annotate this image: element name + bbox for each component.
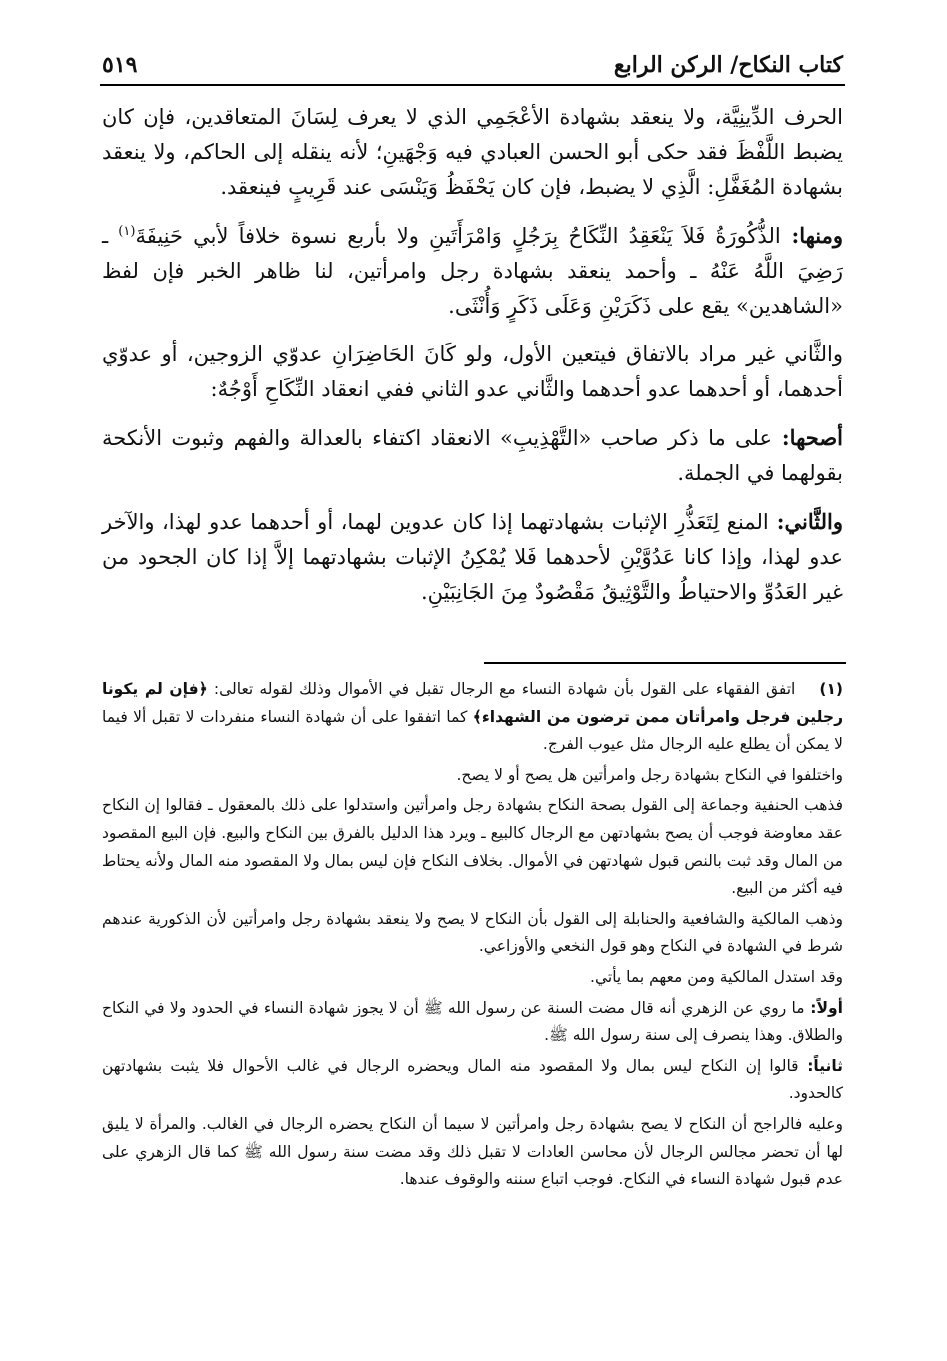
footnote-text: وذهب المالكية والشافعية والحنابلة إلى القول بأن النكاح لا يصح ولا ينعقد بشهادة رجل وامرأتين لأن الذكورية عندهم شرط في الشهادة في النكاح وهو قول النخعي والأوزاعي. [102, 909, 843, 956]
footnote-lead: أولاً: [804, 998, 843, 1017]
footnote-text: وقد استدل المالكية ومن معهم بما يأتي. [590, 967, 843, 986]
footnote-reference[interactable]: (١) [118, 224, 136, 239]
footnote-text: اتفق الفقهاء على القول بأن شهادة النساء مع الرجال تقبل في الأموال وذلك لقوله تعالى: [207, 680, 796, 698]
paragraph-text: المنع لِتَعَذُّرِ الإثبات بشهادتهما إذا كان عدوين لهما، أو أحدهما عدو لهذا، والآخر عدو لهذا، وإذا كانا عَدُوَّيْنِ لأحدهما فَلا يُمْكِنُ الإثبات بشهادتهما إلاَّ إذا كان الجحود من غير العَدُوِّ والاحتياطُ والتَّوْثِيقُ مَقْصُودٌ مِنَ الجَانِبَيْنِ. [102, 510, 843, 604]
paragraph-lead: ومنها: [780, 223, 844, 248]
footnote-block [102, 964, 843, 992]
paragraph [102, 337, 843, 407]
page-number: ٥١٩ [102, 52, 138, 78]
paragraph-lead: والثَّاني: [768, 509, 843, 534]
header-rule [100, 84, 845, 86]
footnote-marker: (١) [819, 680, 843, 698]
paragraph-text: ـ رَضِيَ اللَّهُ عَنْهُ ـ وأحمد ينعقد بشهادة رجل وامرأتين، لنا ظاهر الخبر فإن لفظ «الشاهدين» يقع على ذَكَرَيْنِ وَعَلَى ذَكَرٍ وَأُنْثَى. [102, 224, 843, 318]
page-header [102, 46, 843, 86]
paragraph [102, 504, 843, 610]
footnote-block [102, 1111, 843, 1194]
footnote-separator [484, 662, 846, 664]
footnotes [102, 676, 843, 1197]
paragraph [102, 218, 843, 324]
paragraph-text: والثَّاني غير مراد بالاتفاق فيتعين الأول، ولو كَانَ الحَاضِرَانِ عدوّي الزوجين، أو عدوّي أحدهما، أو أحدهما عدو أحدهما والثَّاني عدو الثاني ففي انعقاد النِّكَاحِ أَوْجُهٌ: [102, 342, 843, 401]
paragraph [102, 420, 843, 491]
footnote-block [102, 676, 843, 759]
footnote-block [102, 792, 843, 902]
main-text [102, 100, 843, 623]
running-title: كتاب النكاح/ الركن الرابع [613, 52, 843, 78]
footnote-text: كما اتفقوا على أن شهادة النساء منفردات لا تقبل ألا فيما لا يمكن أن يطلع عليه الرجال مثل عيوب الفرج. [102, 707, 843, 754]
paragraph [102, 100, 843, 205]
footnote-block [102, 1053, 843, 1108]
footnote-text: وعليه فالراجح أن النكاح لا يصح بشهادة رجل وامرأتين لا سيما أن النكاح يحضره الرجال في الغالب. والمرأة لا يليق لها أن تحضر مجالس الرجال لأن محاسن العادات لا تقبل ذلك وقد مضت سنة رسول الله ﷺ كما قال الزهري على عدم قبول شهادة النساء في النكاح. فوجب اتباع سننه والوقوف عندها. [102, 1114, 843, 1189]
footnote-text: واختلفوا في النكاح بشهادة رجل وامرأتين هل يصح أو لا يصح. [456, 765, 843, 784]
footnote-text: ما روي عن الزهري أنه قال مضت السنة عن رسول الله ﷺ أن لا يجوز شهادة النساء في الحدود ولا في النكاح والطلاق. وهذا ينصرف إلى سنة رسول الله ﷺ. [102, 998, 843, 1045]
quran-quote: ﴿فإن لم يكونا رجلين فرجل وامرأتان ممن ترضون من الشهداء﴾ [102, 680, 843, 726]
footnote-text: فذهب الحنفية وجماعة إلى القول بصحة النكاح بشهادة رجل وامرأتين واستدلوا على ذلك بالمعقول ـ فقالوا إن النكاح عقد معاوضة فوجب أن يصح بشهادتهن مع الرجال كالبيع ـ ويرد هذا الدليل بالفرق بين النكاح والبيع. فإن البيع المقصود من المال وقد ثبت بالنص قبول شهادتهن في الأموال. بخلاف النكاح فإن ليس بمال ولا المقصود منه المال ولأنه يحتاط فيه أكثر من البيع. [102, 796, 843, 898]
paragraph-text: الذُّكُورَةُ فَلاَ يَنْعَقِدُ النِّكَاحُ بِرَجُلٍ وَامْرَأَتَينِ ولا بأربع نسوة خلافاً لأبي حَنِيفَةَ [135, 224, 781, 248]
footnote-block [102, 906, 843, 961]
footnote-text: قالوا إن النكاح ليس بمال ولا المقصود منه المال ويحضره الرجال في غالب الأحوال فلا يثبت بشهادتهن كالحدود. [102, 1056, 843, 1103]
paragraph-text: على ما ذكر صاحب «التَّهْذِيبِ» الانعقاد اكتفاء بالعدالة والفهم وثبوت الأنكحة بقولهما في الجملة. [102, 426, 843, 485]
footnote-lead: ثانياً: [798, 1056, 843, 1075]
paragraph-text: الحرف الدِّينِيَّة، ولا ينعقد بشهادة الأعْجَمِي الذي لا يعرف لِسَانَ المتعاقدين، فإن كان يضبط اللَّفْظَ فقد حكى أبو الحسن العبادي فيه وَجْهَينِ؛ لأنه ينقله إلى الحاكم، ولا ينعقد بشهادة المُغَفَّلِ: الَّذِي لا يضبط، فإن كان يَحْفَظُ وَيَنْسَى عند قَرِيبٍ فينعقد. [102, 105, 843, 199]
paragraph-lead: أصحها: [772, 425, 843, 450]
footnote-block [102, 762, 843, 790]
footnote-block [102, 995, 843, 1050]
